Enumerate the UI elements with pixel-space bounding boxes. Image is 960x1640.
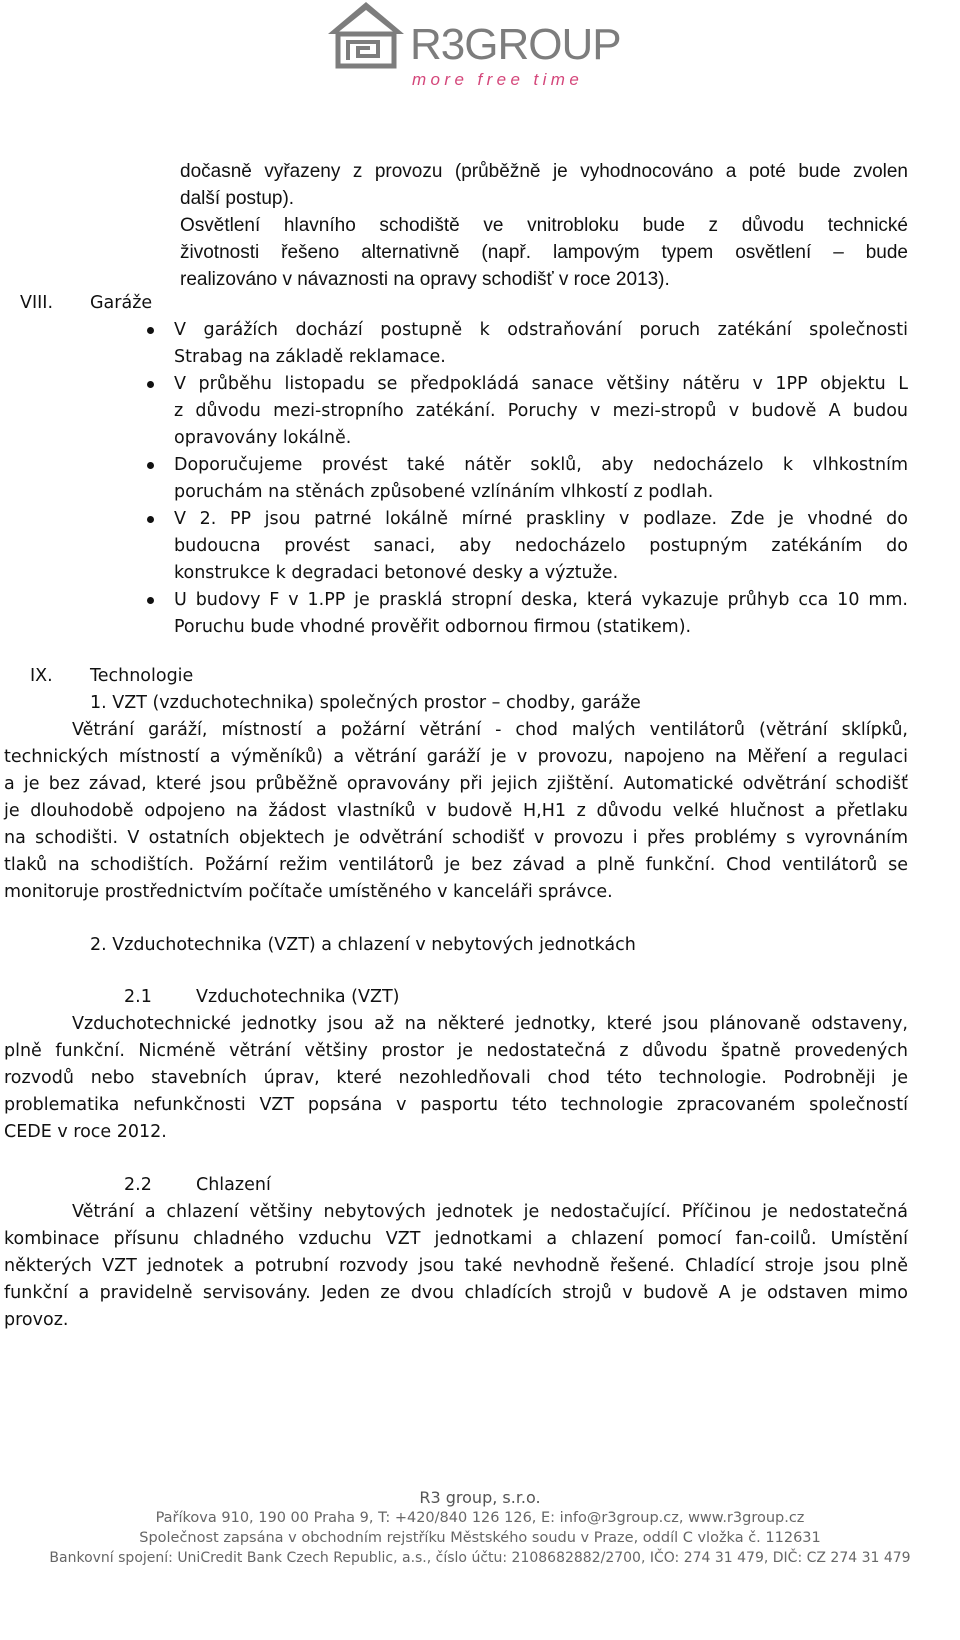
garage-bullet-4-line-3: konstrukce k degradaci betonové desky a výztuže. — [174, 563, 619, 583]
bullet-icon — [147, 462, 154, 469]
logo-tagline: more free time — [412, 70, 584, 89]
vzt-heading: 1. VZT (vzduchotechnika) společných prostor – chodby, garáže — [90, 693, 641, 713]
vzt-para-line-6: tlaků na schodištích. Požární režim ventilátorů je bez závad a plně funkční. Chod ventilátorů se — [4, 855, 908, 875]
footer-address: Paříkova 910, 190 00 Praha 9, T: +420/840 126 126, E: info@r3group.cz, www.r3group.cz — [155, 1510, 805, 1526]
footer-register: Společnost zapsána v obchodním rejstříku Městského soudu v Praze, oddíl C vložka č. 112631 — [139, 1530, 821, 1546]
garage-bullet-5-line-2: Poruchu bude vhodné prověřit odbornou firmou (statikem). — [174, 617, 692, 637]
bullet-icon — [147, 516, 154, 523]
subsection-2-1-title: Vzduchotechnika (VZT) — [196, 987, 400, 1007]
garage-bullet-5-line-1: U budovy F v 1.PP je prasklá stropní deska, která vykazuje průhyb cca 10 mm. — [174, 590, 908, 610]
garage-bullet-1-line-1: V garážích dochází postupně k odstraňování poruch zatékání společnosti — [174, 320, 908, 340]
cooling-line-4: funkční a pravidelně servisovány. Jeden ze dvou chladících strojů v budově A je odstaven mimo — [4, 1283, 908, 1303]
intro-line-4: životnosti řešeno alternativně (např. lampovým typem osvětlení – bude — [180, 242, 908, 263]
garage-bullet-2-line-1: V průběhu listopadu se předpokládá sanace většiny nátěru v 1PP objektu L — [174, 374, 908, 394]
vzt-para-line-7: monitoruje prostřednictvím počítače umístěného v kanceláři správce. — [4, 882, 613, 902]
section-ix-numeral: IX. — [30, 666, 53, 686]
garage-bullet-3-line-2: poruchám na stěnách způsobené vzlínáním vlhkostí z podlah. — [174, 482, 714, 502]
intro-line-2: další postup). — [180, 188, 295, 209]
section-ix-title: Technologie — [90, 666, 194, 686]
cooling-line-3: některých VZT jednotek a potrubní rozvody jsou také nevhodně řešené. Chladící stroje jsou plně — [4, 1256, 908, 1276]
vzt-para-line-4: je dlouhodobě odpojeno na žádost vlastníků v budově H,H1 z důvodu velké hlučnost a přetlaku — [4, 801, 908, 821]
subsection-2-2-number: 2.2 — [124, 1175, 152, 1195]
cooling-line-1: Větrání a chlazení většiny nebytových jednotek je nedostačující. Příčinou je nedostatečná — [72, 1202, 908, 1222]
vzt-para-line-2: technických místností a výměníků) a větrání garáží je v provozu, napojeno na Měření a regulaci — [4, 747, 908, 767]
r3group-logo — [326, 0, 630, 96]
garage-bullet-2-line-2: z důvodu mezi-stropního zatékání. Poruchy v mezi-stropů v budově A budou — [174, 401, 908, 421]
footer-bank: Bankovní spojení: UniCredit Bank Czech Republic, a.s., číslo účtu: 2108682882/2700, IČO: 274 31 479, DIČ: CZ 274 31 479 — [49, 1550, 911, 1566]
bullet-icon — [147, 597, 154, 604]
garage-bullet-1-line-2: Strabag na základě reklamace. — [174, 347, 446, 367]
vzt-units-line-3: rozvodů nebo stavebních úprav, které nezohledňovali chod této technologie. Podrobněji je — [4, 1068, 908, 1088]
intro-line-3: Osvětlení hlavního schodiště ve vnitrobloku bude z důvodu technické — [180, 215, 908, 236]
vzt-para-line-1: Větrání garáží, místností a požární větrání - chod malých ventilátorů (větrání sklípků, — [72, 720, 908, 740]
vzt-units-line-1: Vzduchotechnické jednotky jsou až na některé jednotky, které jsou plánovaně odstaveny, — [72, 1014, 908, 1034]
vzt-units-line-4: problematika nefunkčnosti VZT popsána v pasportu této technologie zpracovaném společností — [4, 1095, 908, 1115]
cooling-line-2: kombinace přísunu chladného vzduchu VZT jednotkami a chlazení pomocí fan-coilů. Umístění — [4, 1229, 908, 1249]
cooling-line-5: provoz. — [4, 1310, 69, 1330]
vzt-para-line-3: a je bez závad, které jsou průběžně opravovány při jejich zjištění. Automatické odvětrání schodišť — [4, 774, 908, 794]
bullet-icon — [147, 381, 154, 388]
intro-line-1: dočasně vyřazeny z provozu (průběžně je vyhodnocováno a poté bude zvolen — [180, 161, 908, 182]
footer-company: R3 group, s.r.o. — [419, 1488, 541, 1507]
vzt-para-line-5: na schodišti. V ostatních objektech je odvětrání schodišť v provozu i přes problémy s vyrovnáním — [4, 828, 908, 848]
garage-bullet-2-line-3: opravovány lokálně. — [174, 428, 352, 448]
section-viii-title: Garáže — [90, 293, 153, 313]
section-viii-numeral: VIII. — [20, 293, 54, 313]
intro-line-5: realizováno v návaznosti na opravy schodišť v roce 2013). — [180, 269, 670, 290]
bullet-icon — [147, 327, 154, 334]
subsection-2-2-title: Chlazení — [196, 1175, 271, 1195]
vzt-units-line-2: plně funkční. Nicméně větrání většiny prostor je nedostatečná z důvodu špatně provedených — [4, 1041, 908, 1061]
garage-bullet-4-line-2: budoucna provést sanaci, aby nedocházelo postupným zatékáním do — [174, 536, 908, 556]
garage-bullet-3-line-1: Doporučujeme provést také nátěr soklů, aby nedocházelo k vlhkostním — [174, 455, 908, 475]
logo-brand-text: R3GROUP — [410, 20, 621, 69]
house-logo-icon — [326, 0, 406, 70]
vzt-cooling-heading: 2. Vzduchotechnika (VZT) a chlazení v nebytových jednotkách — [90, 935, 636, 955]
garage-bullet-4-line-1: V 2. PP jsou patrné lokálně mírné praskliny v podlaze. Zde je vhodné do — [174, 509, 908, 529]
subsection-2-1-number: 2.1 — [124, 987, 152, 1007]
vzt-units-line-5: CEDE v roce 2012. — [4, 1122, 167, 1142]
